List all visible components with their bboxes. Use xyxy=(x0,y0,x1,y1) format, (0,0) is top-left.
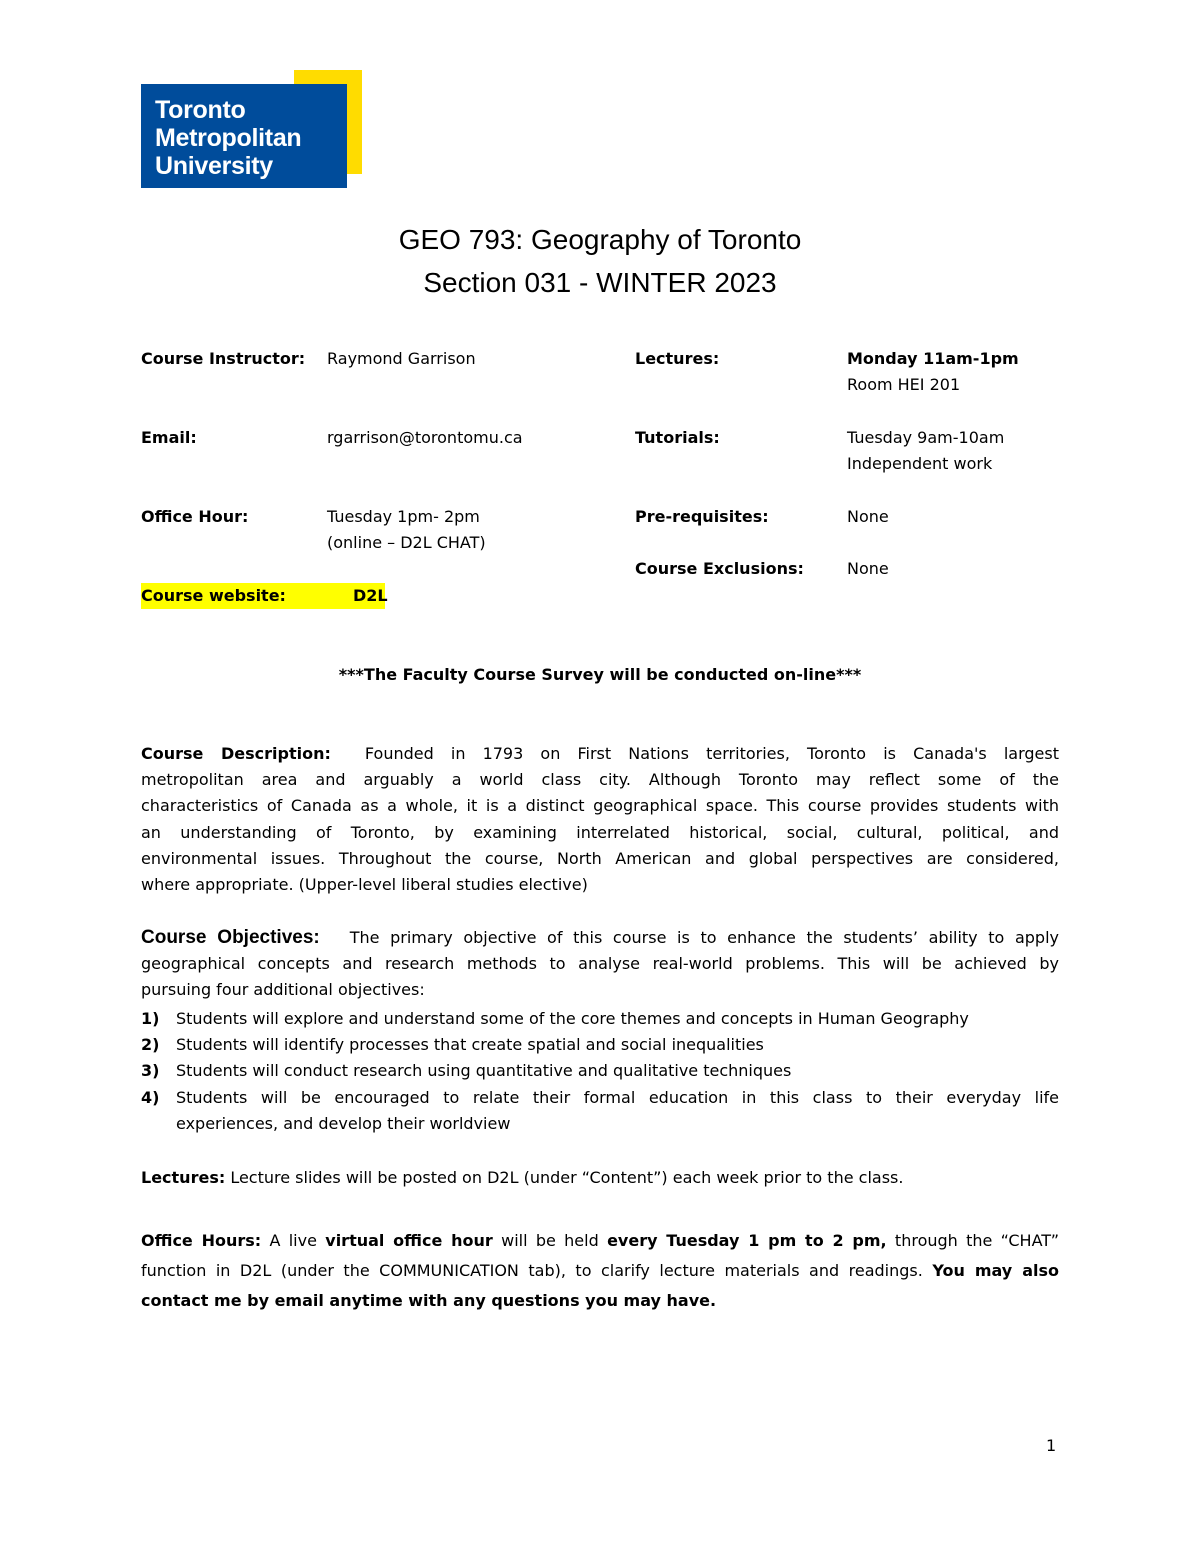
description-line-1 xyxy=(141,741,1059,767)
office-hour-value: Tuesday 1pm- 2pm xyxy=(327,507,480,526)
office-hours-text-2: virtual office hour xyxy=(325,1231,493,1250)
prereq-label: Pre-requisites: xyxy=(635,507,769,526)
list-text: Students will be encouraged to relate their formal education in this class to their everyday life xyxy=(176,1087,1059,1107)
email-value[interactable]: rgarrison@torontomu.ca xyxy=(327,428,523,447)
logo-line-3: University xyxy=(155,152,273,180)
prereq-value: None xyxy=(847,507,889,526)
description-line-5: environmental issues. Throughout the course, North American and global perspectives are considered, xyxy=(141,848,1059,868)
objectives-text-1: The primary objective of this course is to enhance the students’ ability to apply xyxy=(349,928,1060,947)
lectures-note-text: Lecture slides will be posted on D2L (under “Content”) each week prior to the class. xyxy=(230,1168,904,1187)
office-hours-line-2 xyxy=(141,1256,1059,1286)
description-line-3: characteristics of Canada as a whole, it is a distinct geographical space. This course provides students with xyxy=(141,796,1059,816)
list-text: Students will identify processes that create spatial and social inequalities xyxy=(176,1035,764,1055)
lectures-room: Room HEI 201 xyxy=(847,375,961,394)
logo-line-2: Metropolitan xyxy=(155,124,302,152)
university-logo xyxy=(141,84,347,188)
course-website-highlight xyxy=(141,583,388,609)
instructor-value: Raymond Garrison xyxy=(327,349,476,368)
email-label: Email: xyxy=(141,428,197,447)
list-item xyxy=(141,1058,1059,1084)
office-hours-text-7: You may also xyxy=(932,1261,1060,1280)
description-text-1: Founded in 1793 on First Nations territories, Toronto is Canada's largest xyxy=(364,744,1060,763)
lectures-time: Monday 11am-1pm xyxy=(847,349,1019,368)
list-text: Students will explore and understand some of the core themes and concepts in Human Geography xyxy=(176,1009,969,1028)
objectives-line-3: pursuing four additional objectives: xyxy=(141,980,425,1000)
office-hours-line-3: contact me by email anytime with any questions you may have. xyxy=(141,1291,717,1310)
objectives-list xyxy=(141,1006,1059,1137)
objectives-line-1 xyxy=(141,925,1059,951)
survey-notice: ***The Faculty Course Survey will be conducted on-line*** xyxy=(338,665,862,684)
logo-line-1: Toronto xyxy=(155,96,246,124)
description-line-6: where appropriate. (Upper-level liberal studies elective) xyxy=(141,875,588,895)
list-item xyxy=(141,1032,1059,1058)
description-line-2: metropolitan area and arguably a world class city. Although Toronto may reflect some of the xyxy=(141,770,1059,790)
list-text: Students will conduct research using quantitative and qualitative techniques xyxy=(176,1061,792,1081)
office-hours-text-5: through the “CHAT” xyxy=(894,1231,1059,1250)
course-title: GEO 793: Geography of Toronto xyxy=(398,224,802,255)
list-text-continued: experiences, and develop their worldview xyxy=(176,1113,511,1133)
course-website-label: Course website: xyxy=(141,586,286,605)
office-hours-text-3: will be held xyxy=(501,1231,599,1250)
lectures-note-line xyxy=(141,1165,1059,1191)
description-heading: Course Description: xyxy=(141,744,331,763)
list-number: 3) xyxy=(141,1061,160,1081)
office-hours-text-4: every Tuesday 1 pm to 2 pm, xyxy=(607,1231,887,1250)
office-hours-line-1 xyxy=(141,1226,1059,1256)
tutorials-label: Tutorials: xyxy=(635,428,720,447)
office-hours-text-1: A live xyxy=(269,1231,317,1250)
office-hour-label: Office Hour: xyxy=(141,507,249,526)
list-item xyxy=(141,1085,1059,1137)
list-number: 1) xyxy=(141,1009,160,1028)
office-hours-label: Office Hours: xyxy=(141,1231,262,1250)
course-objectives xyxy=(141,925,1059,1004)
course-description xyxy=(141,741,1059,898)
description-line-4: an understanding of Toronto, by examining interrelated historical, social, cultural, political, and xyxy=(141,822,1059,842)
exclusions-value: None xyxy=(847,559,889,578)
office-hour-location: (online – D2L CHAT) xyxy=(327,533,486,552)
exclusions-label: Course Exclusions: xyxy=(635,559,804,578)
list-number: 4) xyxy=(141,1087,160,1107)
lectures-label: Lectures: xyxy=(635,349,720,368)
course-website-value[interactable]: D2L xyxy=(353,586,388,605)
tutorials-time: Tuesday 9am-10am xyxy=(847,428,1005,447)
course-section: Section 031 - WINTER 2023 xyxy=(423,267,777,298)
lectures-note-label: Lectures: xyxy=(141,1168,226,1187)
list-number: 2) xyxy=(141,1035,160,1055)
objectives-heading: Course Objectives: xyxy=(141,927,320,948)
instructor-label: Course Instructor: xyxy=(141,349,306,368)
office-hours-text-6: function in D2L (under the COMMUNICATION tab), to clarify lecture materials and readings. xyxy=(141,1261,923,1280)
office-hours-section xyxy=(141,1226,1059,1316)
tutorials-mode: Independent work xyxy=(847,454,993,473)
page-number: 1 xyxy=(1046,1436,1057,1455)
list-item xyxy=(141,1006,1059,1032)
lectures-note xyxy=(141,1165,1059,1191)
objectives-line-2: geographical concepts and research methods to analyse real-world problems. This will be achieved by xyxy=(141,954,1059,974)
